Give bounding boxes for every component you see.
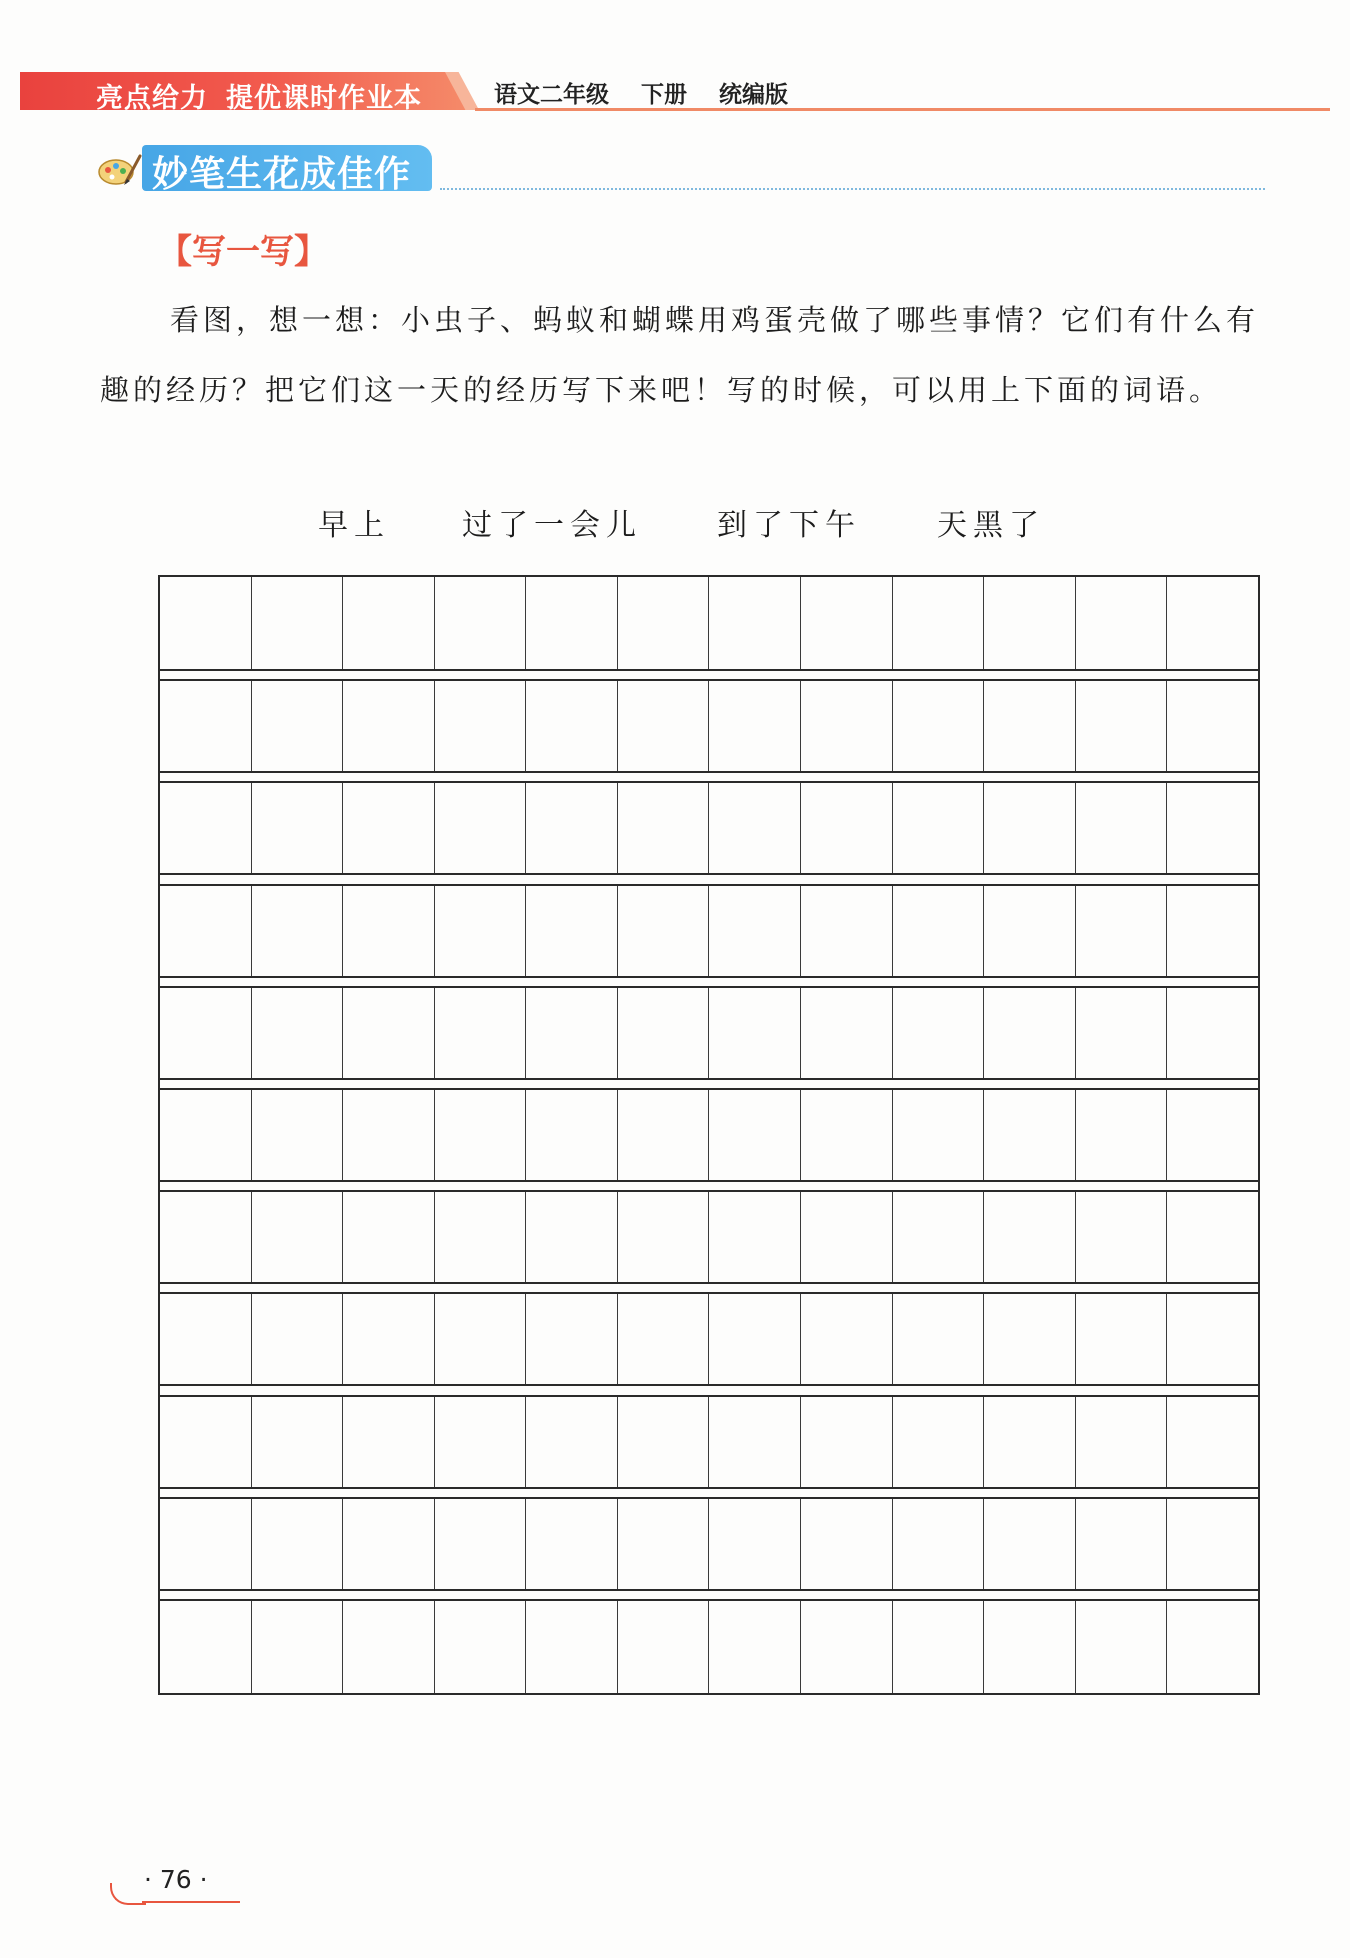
writing-cell[interactable] — [618, 1397, 710, 1487]
book-series: 提优课时作业本 — [226, 83, 422, 114]
writing-cell[interactable] — [160, 577, 252, 669]
writing-cell[interactable] — [893, 1601, 985, 1693]
palette-brush-icon — [96, 152, 142, 188]
writing-cell[interactable] — [618, 1499, 710, 1589]
writing-cell[interactable] — [526, 577, 618, 669]
writing-cell[interactable] — [160, 1294, 252, 1384]
writing-cell[interactable] — [252, 886, 344, 976]
writing-cell[interactable] — [984, 988, 1076, 1078]
writing-cell[interactable] — [618, 1090, 710, 1180]
writing-cell[interactable] — [618, 1601, 710, 1693]
writing-cell[interactable] — [1167, 1294, 1258, 1384]
writing-cell[interactable] — [709, 1090, 801, 1180]
volume: 下册 — [641, 82, 688, 108]
grid-row — [160, 781, 1258, 875]
grid-row — [160, 1395, 1258, 1489]
writing-cell[interactable] — [1167, 1192, 1258, 1282]
brand-name: 亮点给力 — [96, 83, 208, 114]
writing-cell[interactable] — [801, 1601, 893, 1693]
grid-row — [160, 1088, 1258, 1182]
writing-cell[interactable] — [1076, 1601, 1168, 1693]
writing-cell[interactable] — [893, 988, 985, 1078]
writing-cell[interactable] — [893, 577, 985, 669]
writing-cell[interactable] — [801, 1499, 893, 1589]
book-brand — [96, 76, 422, 115]
writing-cell[interactable] — [618, 1294, 710, 1384]
page-number-underline — [142, 1901, 240, 1903]
writing-cell[interactable] — [252, 783, 344, 873]
writing-cell[interactable] — [435, 1090, 527, 1180]
writing-cell[interactable] — [1076, 1192, 1168, 1282]
writing-cell[interactable] — [1076, 988, 1168, 1078]
writing-cell[interactable] — [160, 1499, 252, 1589]
writing-cell[interactable] — [893, 1294, 985, 1384]
section-divider — [440, 188, 1265, 190]
writing-cell[interactable] — [1076, 577, 1168, 669]
grid-row — [160, 1292, 1258, 1386]
writing-cell[interactable] — [526, 988, 618, 1078]
writing-cell[interactable] — [709, 681, 801, 771]
writing-cell[interactable] — [893, 1090, 985, 1180]
writing-cell[interactable] — [1076, 1090, 1168, 1180]
page-number-decoration — [110, 1883, 146, 1905]
writing-cell[interactable] — [343, 1397, 435, 1487]
book-info — [494, 76, 812, 109]
edition: 统编版 — [719, 82, 789, 108]
writing-cell[interactable] — [252, 577, 344, 669]
writing-cell[interactable] — [252, 1397, 344, 1487]
writing-cell[interactable] — [252, 1090, 344, 1180]
word-bank — [100, 500, 1265, 550]
writing-cell[interactable] — [984, 1397, 1076, 1487]
writing-cell[interactable] — [1167, 886, 1258, 976]
writing-cell[interactable] — [984, 681, 1076, 771]
writing-cell[interactable] — [984, 1499, 1076, 1589]
writing-cell[interactable] — [252, 1192, 344, 1282]
page-footer — [106, 1865, 241, 1905]
writing-cell[interactable] — [1076, 681, 1168, 771]
writing-cell[interactable] — [343, 1294, 435, 1384]
writing-cell[interactable] — [618, 681, 710, 771]
writing-cell[interactable] — [1076, 886, 1168, 976]
writing-cell[interactable] — [801, 1192, 893, 1282]
writing-cell[interactable] — [343, 783, 435, 873]
writing-cell[interactable] — [618, 1192, 710, 1282]
writing-cell[interactable] — [343, 1601, 435, 1693]
grid-row — [160, 577, 1258, 671]
writing-cell[interactable] — [893, 681, 985, 771]
writing-cell[interactable] — [435, 577, 527, 669]
word-item: 天黑了 — [937, 508, 1045, 543]
writing-cell[interactable] — [893, 1397, 985, 1487]
writing-grid — [158, 575, 1260, 1695]
writing-cell[interactable] — [435, 681, 527, 771]
writing-cell[interactable] — [801, 783, 893, 873]
word-item: 过了一会儿 — [462, 508, 642, 543]
writing-cell[interactable] — [709, 1499, 801, 1589]
writing-cell[interactable] — [252, 1294, 344, 1384]
writing-cell[interactable] — [343, 886, 435, 976]
writing-cell[interactable] — [160, 681, 252, 771]
writing-cell[interactable] — [801, 1294, 893, 1384]
writing-cell[interactable] — [526, 1601, 618, 1693]
writing-cell[interactable] — [526, 783, 618, 873]
writing-cell[interactable] — [709, 1397, 801, 1487]
writing-cell[interactable] — [1167, 783, 1258, 873]
page-number: · 76 · — [144, 1865, 208, 1894]
writing-cell[interactable] — [160, 886, 252, 976]
writing-cell[interactable] — [801, 988, 893, 1078]
writing-cell[interactable] — [1076, 1397, 1168, 1487]
word-item: 早上 — [318, 508, 390, 543]
writing-cell[interactable] — [801, 577, 893, 669]
header-rule — [475, 108, 1330, 111]
writing-cell[interactable] — [984, 886, 1076, 976]
writing-cell[interactable] — [435, 1601, 527, 1693]
writing-cell[interactable] — [618, 577, 710, 669]
writing-cell[interactable] — [343, 577, 435, 669]
writing-cell[interactable] — [435, 1499, 527, 1589]
writing-cell[interactable] — [435, 1397, 527, 1487]
writing-cell[interactable] — [801, 1397, 893, 1487]
writing-cell[interactable] — [709, 886, 801, 976]
writing-cell[interactable] — [160, 988, 252, 1078]
grid-row — [160, 1190, 1258, 1284]
writing-cell[interactable] — [435, 783, 527, 873]
writing-cell[interactable] — [526, 1294, 618, 1384]
writing-cell[interactable] — [526, 1499, 618, 1589]
writing-cell[interactable] — [709, 1294, 801, 1384]
grid-row — [160, 679, 1258, 773]
grid-row — [160, 884, 1258, 978]
writing-cell[interactable] — [618, 783, 710, 873]
writing-cell[interactable] — [1167, 577, 1258, 669]
grid-row — [160, 1497, 1258, 1591]
writing-cell[interactable] — [252, 988, 344, 1078]
writing-cell[interactable] — [1076, 783, 1168, 873]
writing-cell[interactable] — [526, 1090, 618, 1180]
writing-cell[interactable] — [435, 1192, 527, 1282]
writing-cell[interactable] — [252, 1601, 344, 1693]
writing-cell[interactable] — [709, 1601, 801, 1693]
writing-cell[interactable] — [160, 1601, 252, 1693]
writing-cell[interactable] — [160, 1397, 252, 1487]
writing-cell[interactable] — [709, 988, 801, 1078]
writing-cell[interactable] — [1076, 1294, 1168, 1384]
writing-cell[interactable] — [435, 1294, 527, 1384]
writing-cell[interactable] — [709, 1192, 801, 1282]
writing-cell[interactable] — [618, 988, 710, 1078]
writing-cell[interactable] — [160, 1192, 252, 1282]
writing-cell[interactable] — [343, 1192, 435, 1282]
grid-row — [160, 1599, 1258, 1693]
writing-cell[interactable] — [1076, 1499, 1168, 1589]
writing-cell[interactable] — [893, 783, 985, 873]
writing-cell[interactable] — [1167, 1397, 1258, 1487]
writing-cell[interactable] — [984, 1601, 1076, 1693]
writing-cell[interactable] — [618, 886, 710, 976]
writing-cell[interactable] — [160, 1090, 252, 1180]
writing-cell[interactable] — [984, 1192, 1076, 1282]
writing-cell[interactable] — [709, 577, 801, 669]
writing-cell[interactable] — [1167, 681, 1258, 771]
writing-cell[interactable] — [984, 783, 1076, 873]
writing-cell[interactable] — [984, 577, 1076, 669]
writing-cell[interactable] — [893, 1192, 985, 1282]
writing-cell[interactable] — [435, 886, 527, 976]
writing-cell[interactable] — [526, 1192, 618, 1282]
writing-cell[interactable] — [984, 1294, 1076, 1384]
task-label: 【写一写】 — [158, 232, 328, 272]
writing-cell[interactable] — [252, 1499, 344, 1589]
writing-cell[interactable] — [252, 681, 344, 771]
grid-row — [160, 986, 1258, 1080]
writing-cell[interactable] — [801, 681, 893, 771]
writing-cell[interactable] — [893, 1499, 985, 1589]
writing-cell[interactable] — [343, 1090, 435, 1180]
writing-cell[interactable] — [343, 681, 435, 771]
task-prompt: 看图，想一想：小虫子、蚂蚁和蝴蝶用鸡蛋壳做了哪些事情？它们有什么有趣的经历？把它们这一天的经历写下来吧！写的时候，可以用上下面的词语。 — [100, 303, 1260, 407]
writing-cell[interactable] — [526, 681, 618, 771]
writing-cell[interactable] — [801, 1090, 893, 1180]
subject-grade: 语文二年级 — [494, 82, 609, 108]
writing-cell[interactable] — [709, 783, 801, 873]
word-item: 到了下午 — [717, 508, 861, 543]
writing-cell[interactable] — [1167, 1499, 1258, 1589]
writing-cell[interactable] — [893, 886, 985, 976]
writing-cell[interactable] — [526, 886, 618, 976]
writing-cell[interactable] — [435, 988, 527, 1078]
writing-cell[interactable] — [1167, 988, 1258, 1078]
writing-cell[interactable] — [160, 783, 252, 873]
writing-cell[interactable] — [343, 988, 435, 1078]
writing-cell[interactable] — [1167, 1601, 1258, 1693]
writing-cell[interactable] — [343, 1499, 435, 1589]
writing-cell[interactable] — [526, 1397, 618, 1487]
section-title: 妙笔生花成佳作 — [152, 154, 412, 195]
writing-cell[interactable] — [1167, 1090, 1258, 1180]
writing-cell[interactable] — [984, 1090, 1076, 1180]
writing-cell[interactable] — [801, 886, 893, 976]
